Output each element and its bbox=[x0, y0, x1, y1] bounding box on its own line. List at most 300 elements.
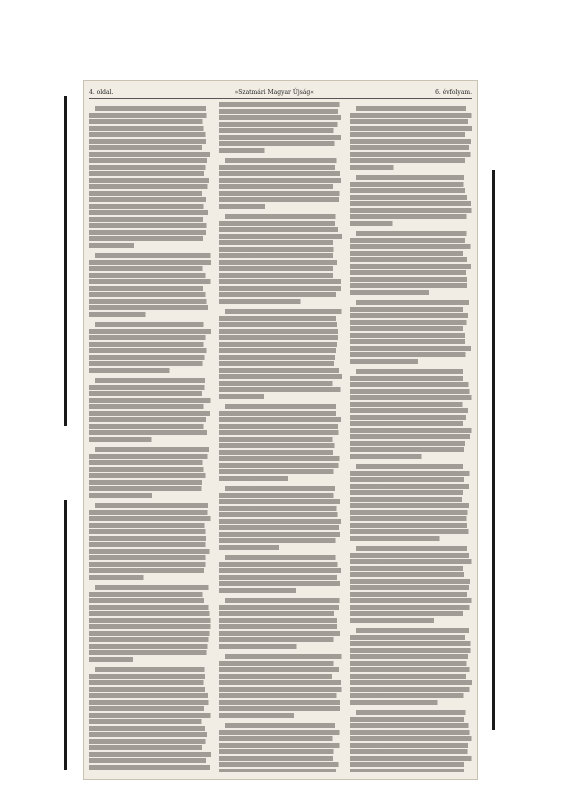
text-line bbox=[350, 283, 472, 288]
text-line bbox=[350, 244, 472, 249]
text-line bbox=[89, 680, 211, 685]
text-line bbox=[219, 706, 341, 711]
text-line bbox=[350, 158, 472, 163]
text-line bbox=[356, 464, 472, 469]
text-line bbox=[89, 739, 211, 744]
text-line bbox=[350, 654, 472, 659]
text-line bbox=[219, 611, 341, 616]
text-line bbox=[350, 618, 472, 623]
text-line bbox=[219, 493, 341, 498]
text-line bbox=[225, 486, 341, 491]
text-line bbox=[219, 204, 341, 209]
text-line bbox=[350, 749, 472, 754]
text-line bbox=[225, 158, 341, 163]
text-line bbox=[350, 447, 472, 452]
text-line bbox=[219, 743, 341, 748]
text-line bbox=[219, 374, 341, 379]
text-line bbox=[89, 119, 211, 124]
text-line bbox=[219, 381, 341, 386]
text-line bbox=[350, 257, 472, 262]
text-line bbox=[350, 195, 472, 200]
newspaper-title: »Szatmári Magyar Újság« bbox=[234, 88, 314, 96]
text-line bbox=[350, 484, 472, 489]
text-line bbox=[89, 398, 211, 403]
text-line bbox=[89, 191, 211, 196]
text-line bbox=[89, 713, 211, 718]
text-line bbox=[89, 752, 211, 757]
text-line bbox=[89, 687, 211, 692]
text-line bbox=[89, 493, 211, 498]
text-line bbox=[350, 769, 472, 773]
text-line bbox=[350, 667, 472, 672]
text-line bbox=[89, 411, 211, 416]
text-line bbox=[89, 568, 211, 573]
text-line bbox=[350, 182, 472, 187]
text-line bbox=[219, 469, 341, 474]
text-line bbox=[350, 497, 472, 502]
text-line bbox=[350, 635, 472, 640]
text-line bbox=[219, 674, 341, 679]
text-line bbox=[89, 368, 211, 373]
text-line bbox=[219, 234, 341, 239]
text-columns bbox=[89, 102, 472, 772]
text-line bbox=[219, 430, 341, 435]
text-line bbox=[350, 717, 472, 722]
text-line bbox=[89, 217, 211, 222]
text-line bbox=[350, 139, 472, 144]
text-line bbox=[219, 538, 341, 543]
text-line bbox=[350, 441, 472, 446]
text-line bbox=[350, 346, 472, 351]
text-line bbox=[350, 687, 472, 692]
text-line bbox=[219, 631, 341, 636]
text-line bbox=[95, 667, 211, 672]
text-line bbox=[89, 171, 211, 176]
text-line bbox=[89, 631, 211, 636]
text-line bbox=[89, 454, 211, 459]
text-line bbox=[89, 273, 211, 278]
text-line bbox=[219, 624, 341, 629]
text-line bbox=[350, 674, 472, 679]
text-line bbox=[95, 585, 211, 590]
text-line bbox=[356, 369, 472, 374]
text-line bbox=[89, 266, 211, 271]
text-line bbox=[89, 536, 211, 541]
text-line bbox=[350, 408, 472, 413]
text-line bbox=[89, 299, 211, 304]
text-line bbox=[89, 510, 211, 515]
text-line bbox=[219, 316, 341, 321]
text-line bbox=[89, 312, 211, 317]
text-line bbox=[350, 585, 472, 590]
text-line bbox=[219, 512, 341, 517]
text-line bbox=[219, 387, 341, 392]
text-line bbox=[350, 119, 472, 124]
text-line bbox=[350, 428, 472, 433]
text-line bbox=[219, 769, 341, 773]
text-line bbox=[89, 460, 211, 465]
text-line bbox=[89, 355, 211, 360]
text-line bbox=[89, 197, 211, 202]
text-line bbox=[350, 661, 472, 666]
text-line bbox=[356, 546, 472, 551]
text-line bbox=[89, 575, 211, 580]
text-line bbox=[350, 536, 472, 541]
text-line bbox=[350, 188, 472, 193]
text-line bbox=[219, 730, 341, 735]
text-line bbox=[350, 389, 472, 394]
text-line bbox=[350, 339, 472, 344]
text-line bbox=[89, 417, 211, 422]
text-line bbox=[89, 542, 211, 547]
text-line bbox=[219, 329, 341, 334]
text-line bbox=[219, 756, 341, 761]
text-line bbox=[350, 736, 472, 741]
text-line bbox=[350, 290, 472, 295]
text-line bbox=[95, 253, 211, 258]
text-line bbox=[350, 145, 472, 150]
text-line bbox=[219, 221, 341, 226]
text-line bbox=[89, 693, 211, 698]
text-line bbox=[89, 178, 211, 183]
text-line bbox=[89, 437, 211, 442]
text-line bbox=[350, 471, 472, 476]
text-line bbox=[350, 208, 472, 213]
text-line bbox=[350, 376, 472, 381]
text-line bbox=[95, 503, 211, 508]
text-line bbox=[350, 320, 472, 325]
text-line bbox=[89, 605, 211, 610]
text-line bbox=[219, 463, 341, 468]
text-line bbox=[89, 236, 211, 241]
text-line bbox=[219, 122, 341, 127]
text-line bbox=[89, 430, 211, 435]
text-line bbox=[219, 588, 341, 593]
text-line bbox=[350, 680, 472, 685]
text-line bbox=[89, 132, 211, 137]
text-line bbox=[219, 637, 341, 642]
text-line bbox=[350, 529, 472, 534]
text-line bbox=[219, 575, 341, 580]
text-line bbox=[219, 141, 341, 146]
text-line bbox=[219, 700, 341, 705]
text-line bbox=[219, 227, 341, 232]
text-line bbox=[219, 456, 341, 461]
text-line bbox=[89, 361, 211, 366]
text-line bbox=[89, 292, 211, 297]
text-line bbox=[225, 598, 341, 603]
text-line bbox=[350, 214, 472, 219]
text-line bbox=[219, 411, 341, 416]
text-line bbox=[89, 467, 211, 472]
text-line bbox=[219, 102, 341, 107]
text-line bbox=[89, 145, 211, 150]
text-line bbox=[356, 231, 472, 236]
text-line bbox=[89, 745, 211, 750]
text-line bbox=[219, 286, 341, 291]
text-line bbox=[219, 279, 341, 284]
text-line bbox=[89, 286, 211, 291]
text-line bbox=[89, 516, 211, 521]
text-line bbox=[89, 480, 211, 485]
text-line bbox=[89, 223, 211, 228]
text-line bbox=[219, 680, 341, 685]
text-line bbox=[225, 404, 341, 409]
text-line bbox=[350, 559, 472, 564]
text-line bbox=[219, 450, 341, 455]
text-line bbox=[89, 165, 211, 170]
text-line bbox=[89, 230, 211, 235]
text-line bbox=[89, 158, 211, 163]
text-line bbox=[89, 726, 211, 731]
text-line bbox=[350, 723, 472, 728]
text-line bbox=[89, 549, 211, 554]
text-line bbox=[350, 762, 472, 767]
page-number-left: 4. oldal. bbox=[89, 88, 114, 96]
text-line bbox=[89, 260, 211, 265]
text-line bbox=[350, 700, 472, 705]
text-line bbox=[219, 568, 341, 573]
text-line bbox=[89, 592, 211, 597]
text-line bbox=[225, 723, 341, 728]
text-line bbox=[89, 404, 211, 409]
text-line bbox=[219, 506, 341, 511]
text-line bbox=[219, 342, 341, 347]
text-line bbox=[89, 644, 211, 649]
scan-edge-right bbox=[492, 170, 495, 730]
text-line bbox=[89, 523, 211, 528]
text-line bbox=[95, 447, 211, 452]
text-line bbox=[225, 309, 341, 314]
text-line bbox=[89, 562, 211, 567]
text-line bbox=[89, 732, 211, 737]
header-rule bbox=[89, 98, 472, 99]
text-line bbox=[95, 378, 211, 383]
text-line bbox=[89, 758, 211, 763]
text-line bbox=[89, 611, 211, 616]
text-line bbox=[219, 394, 341, 399]
text-line bbox=[350, 523, 472, 528]
text-line bbox=[89, 385, 211, 390]
text-line bbox=[350, 165, 472, 170]
text-line bbox=[356, 300, 472, 305]
text-line bbox=[350, 402, 472, 407]
text-line bbox=[350, 126, 472, 131]
text-line bbox=[219, 266, 341, 271]
text-line bbox=[219, 437, 341, 442]
page-header bbox=[89, 86, 472, 98]
text-line bbox=[89, 279, 211, 284]
text-line bbox=[350, 421, 472, 426]
text-line bbox=[350, 503, 472, 508]
text-line bbox=[350, 251, 472, 256]
text-line bbox=[350, 566, 472, 571]
text-line bbox=[89, 765, 211, 770]
text-line bbox=[219, 109, 341, 114]
text-line bbox=[89, 706, 211, 711]
text-line bbox=[89, 335, 211, 340]
text-line bbox=[89, 486, 211, 491]
text-line bbox=[350, 264, 472, 269]
text-line bbox=[219, 545, 341, 550]
text-line bbox=[219, 240, 341, 245]
text-line bbox=[219, 519, 341, 524]
text-line bbox=[350, 730, 472, 735]
text-line bbox=[350, 352, 472, 357]
text-line bbox=[219, 273, 341, 278]
text-line bbox=[219, 253, 341, 258]
text-line bbox=[350, 359, 472, 364]
text-line bbox=[89, 637, 211, 642]
text-line bbox=[219, 171, 341, 176]
text-line bbox=[350, 132, 472, 137]
text-line bbox=[219, 247, 341, 252]
text-line bbox=[219, 618, 341, 623]
column-1 bbox=[89, 102, 211, 772]
text-line bbox=[219, 644, 341, 649]
text-line bbox=[350, 395, 472, 400]
text-line bbox=[350, 579, 472, 584]
text-line bbox=[350, 611, 472, 616]
text-line bbox=[89, 126, 211, 131]
text-line bbox=[219, 667, 341, 672]
text-line bbox=[89, 184, 211, 189]
text-line bbox=[89, 305, 211, 310]
text-line bbox=[89, 348, 211, 353]
text-line bbox=[89, 139, 211, 144]
text-line bbox=[350, 307, 472, 312]
text-line bbox=[350, 572, 472, 577]
scan-edge-left bbox=[64, 96, 67, 426]
text-line bbox=[350, 454, 472, 459]
text-line bbox=[350, 553, 472, 558]
text-line bbox=[350, 434, 472, 439]
text-line bbox=[219, 693, 341, 698]
text-line bbox=[350, 756, 472, 761]
text-line bbox=[350, 313, 472, 318]
text-line bbox=[219, 135, 341, 140]
text-line bbox=[89, 243, 211, 248]
volume-label: 6. évfolyam. bbox=[435, 88, 472, 96]
text-line bbox=[219, 749, 341, 754]
text-line bbox=[350, 490, 472, 495]
text-line bbox=[225, 654, 341, 659]
column-2 bbox=[219, 102, 341, 772]
text-line bbox=[350, 221, 472, 226]
text-line bbox=[219, 581, 341, 586]
text-line bbox=[219, 532, 341, 537]
text-line bbox=[219, 476, 341, 481]
text-line bbox=[219, 355, 341, 360]
text-line bbox=[219, 443, 341, 448]
text-line bbox=[350, 605, 472, 610]
text-line bbox=[89, 598, 211, 603]
text-line bbox=[350, 516, 472, 521]
newspaper-page bbox=[83, 80, 478, 780]
text-line bbox=[89, 473, 211, 478]
text-line bbox=[89, 657, 211, 662]
text-line bbox=[356, 628, 472, 633]
text-line bbox=[219, 762, 341, 767]
text-line bbox=[219, 165, 341, 170]
text-line bbox=[219, 736, 341, 741]
text-line bbox=[219, 197, 341, 202]
text-line bbox=[219, 292, 341, 297]
text-line bbox=[350, 743, 472, 748]
text-line bbox=[219, 335, 341, 340]
text-line bbox=[350, 152, 472, 157]
text-line bbox=[350, 415, 472, 420]
text-line bbox=[89, 342, 211, 347]
text-line bbox=[219, 184, 341, 189]
text-line bbox=[350, 238, 472, 243]
text-line bbox=[89, 113, 211, 118]
text-line bbox=[350, 693, 472, 698]
text-line bbox=[356, 710, 472, 715]
text-line bbox=[225, 214, 341, 219]
text-line bbox=[350, 277, 472, 282]
text-line bbox=[219, 661, 341, 666]
text-line bbox=[219, 191, 341, 196]
text-line bbox=[219, 299, 341, 304]
text-line bbox=[225, 555, 341, 560]
text-line bbox=[89, 700, 211, 705]
text-line bbox=[350, 270, 472, 275]
text-line bbox=[89, 424, 211, 429]
text-line bbox=[350, 333, 472, 338]
text-line bbox=[89, 650, 211, 655]
text-line bbox=[219, 128, 341, 133]
text-line bbox=[219, 368, 341, 373]
text-line bbox=[350, 641, 472, 646]
text-line bbox=[89, 529, 211, 534]
text-line bbox=[219, 148, 341, 153]
text-line bbox=[89, 719, 211, 724]
text-line bbox=[350, 326, 472, 331]
text-line bbox=[89, 618, 211, 623]
text-line bbox=[219, 178, 341, 183]
text-line bbox=[350, 382, 472, 387]
text-line bbox=[356, 175, 472, 180]
text-line bbox=[89, 204, 211, 209]
text-line bbox=[350, 113, 472, 118]
text-line bbox=[95, 322, 211, 327]
text-line bbox=[219, 361, 341, 366]
text-line bbox=[356, 106, 472, 111]
text-line bbox=[89, 624, 211, 629]
text-line bbox=[89, 210, 211, 215]
text-line bbox=[219, 424, 341, 429]
text-line bbox=[350, 598, 472, 603]
text-line bbox=[219, 525, 341, 530]
text-line bbox=[89, 391, 211, 396]
text-line bbox=[350, 592, 472, 597]
text-line bbox=[219, 322, 341, 327]
text-line bbox=[219, 713, 341, 718]
text-line bbox=[219, 260, 341, 265]
text-line bbox=[350, 477, 472, 482]
text-line bbox=[219, 115, 341, 120]
text-line bbox=[89, 152, 211, 157]
text-line bbox=[350, 201, 472, 206]
text-line bbox=[219, 562, 341, 567]
text-line bbox=[89, 329, 211, 334]
text-line bbox=[95, 106, 211, 111]
text-line bbox=[89, 555, 211, 560]
scan-edge-left-bottom bbox=[64, 500, 67, 770]
text-line bbox=[89, 674, 211, 679]
text-line bbox=[350, 648, 472, 653]
